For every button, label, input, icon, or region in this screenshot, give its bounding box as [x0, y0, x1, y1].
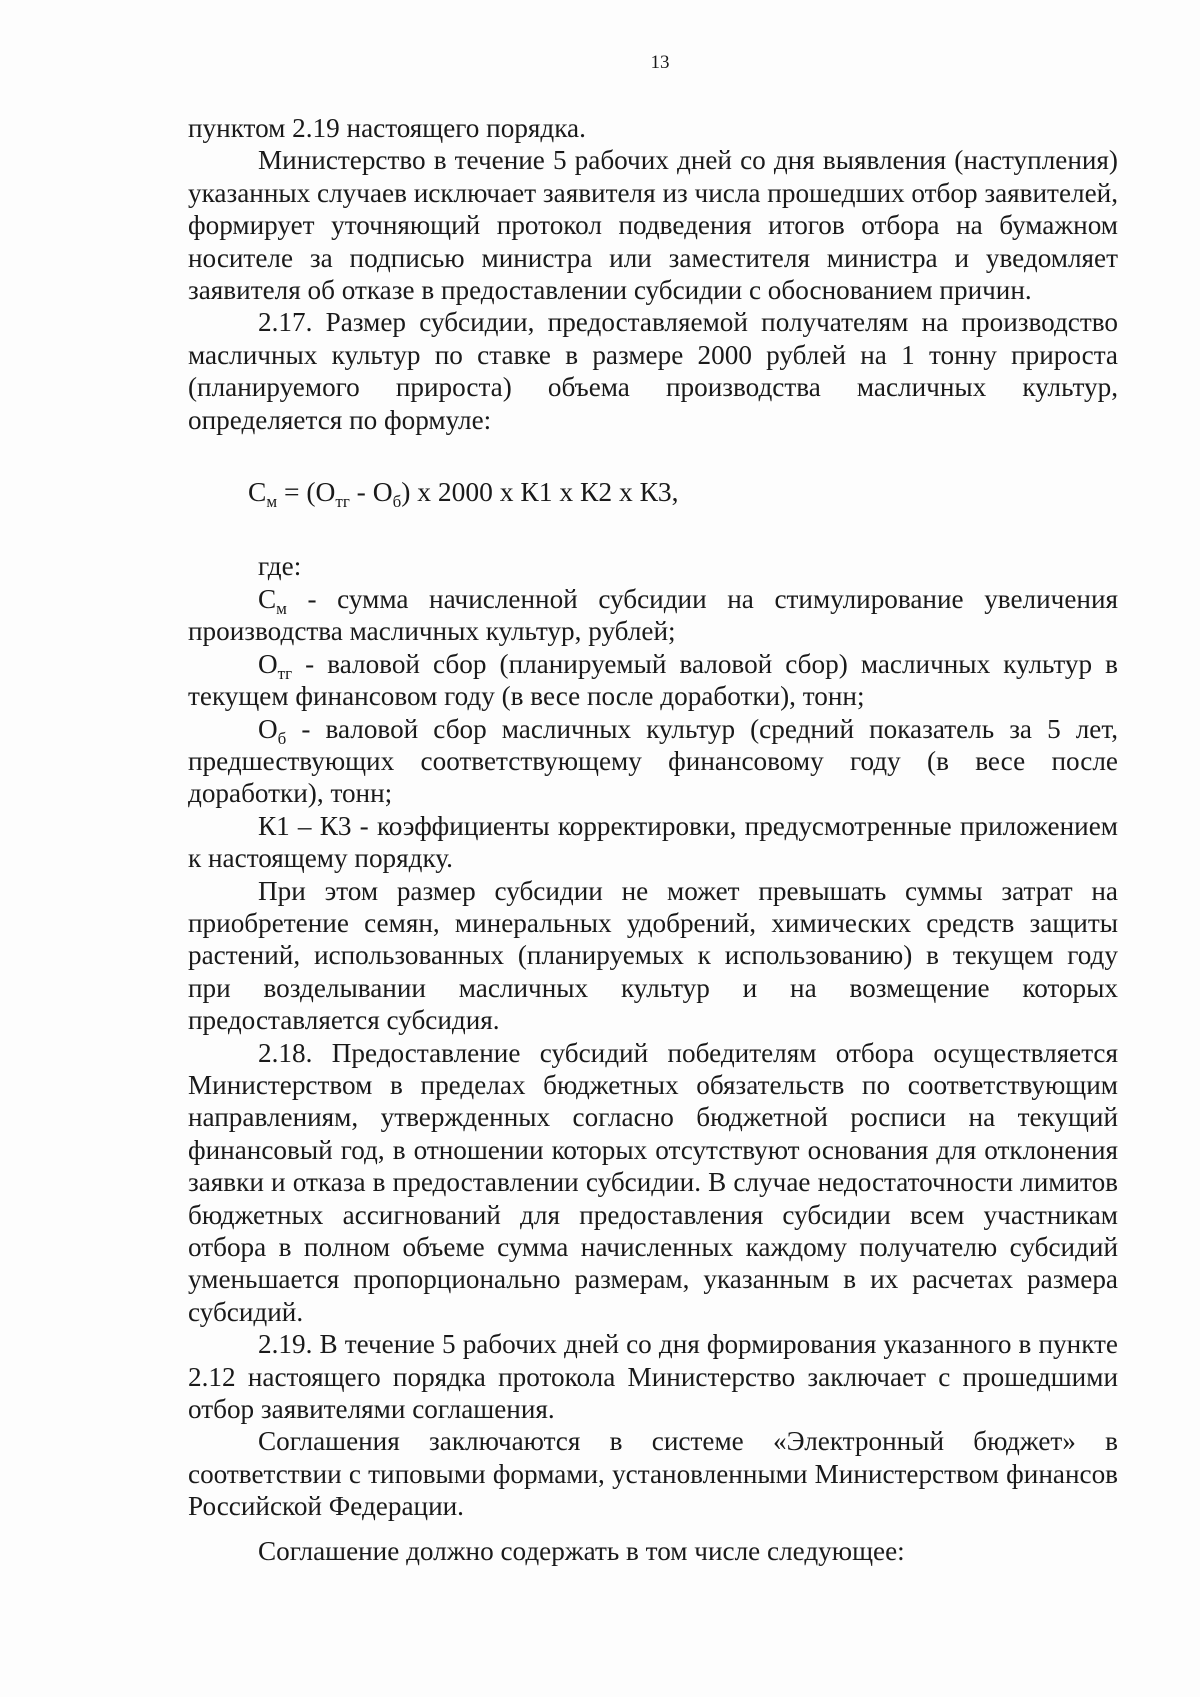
definition-k-coefficients: К1 – К3 - коэффициенты корректировки, предусмотренные приложением к настоящему порядку.	[188, 810, 1118, 874]
subsidy-formula: $С_м = (О_{тг} - О_б)$ х 2000 х К1 х К2 х К3,	[248, 476, 679, 512]
paragraph-2-19: 2.19. В течение 5 рабочих дней со дня формирования указанного в пункте 2.12 настоящего порядка протокола Министерство заключает с прошедшими отбор заявителями соглашения.	[188, 1329, 1118, 1425]
paragraph-subsidy-limit: При этом размер субсидии не может превышать суммы затрат на приобретение семян, минеральных удобрений, химических средств защиты растений, использованных (планируемых к использованию) в текущем году при возделывании масличных культур и на возмещение которых предоставляется субсидия.	[188, 875, 1118, 1036]
page-number: 13	[650, 52, 670, 73]
paragraph-agreement-contents: Соглашение должно содержать в том числе следующее:	[258, 1535, 905, 1566]
paragraph-continuation: пунктом 2.19 настоящего порядка.	[188, 113, 586, 143]
paragraph-ministry-exclusion: Министерство в течение 5 рабочих дней со дня выявления (наступления) указанных случаев исключает заявителя из числа прошедших отбор заявителей, формирует уточняющий протокол подведения итогов отбора на бумажном носителе за подписью министра или заместителя министра и уведомляет заявителя об отказе в предоставлении субсидии с обоснованием причин.	[188, 145, 1118, 306]
paragraph-2-17: 2.17. Размер субсидии, предоставляемой получателям на производство масличных культур по ставке в размере 2000 рублей на 1 тонну прироста (планируемого прироста) объема производства масличных культур, определяется по формуле:	[188, 307, 1118, 435]
where-label: где:	[258, 551, 302, 582]
paragraph-2-18: 2.18. Предоставление субсидий победителям отбора осуществляется Министерством в пределах бюджетных обязательств по соответствующим направлениям, утвержденных согласно бюджетной росписи на текущий финансовый год, в отношении которых отсутствуют основания для отклонения заявки и отказа в предоставлении субсидии. В случае недостаточности лимитов бюджетных ассигнований для предоставления субсидии всем участникам отбора в полном объеме сумма начисленных каждому получателю субсидий уменьшается пропорционально размерам, указанным в их расчетах размера субсидий.	[188, 1037, 1118, 1327]
paragraph-agreements-system: Соглашения заключаются в системе «Электронный бюджет» в соответствии с типовыми формами, установленными Министерством финансов Российской Федерации.	[188, 1426, 1118, 1522]
definition-ott: $О_{тг}$ - валовой сбор (планируемый валовой сбор) масличных культур в текущем финансовом году (в весе после доработки), тонн;	[188, 648, 1118, 712]
definition-cm: $С_м$ - сумма начисленной субсидии на стимулирование увеличения производства масличных культур, рублей;	[188, 583, 1118, 647]
definition-ob: $О_б$ - валовой сбор масличных культур (средний показатель за 5 лет, предшествующих соответствующему финансовому году (в весе после доработки), тонн;	[188, 713, 1118, 809]
document-body	[188, 112, 1118, 1567]
